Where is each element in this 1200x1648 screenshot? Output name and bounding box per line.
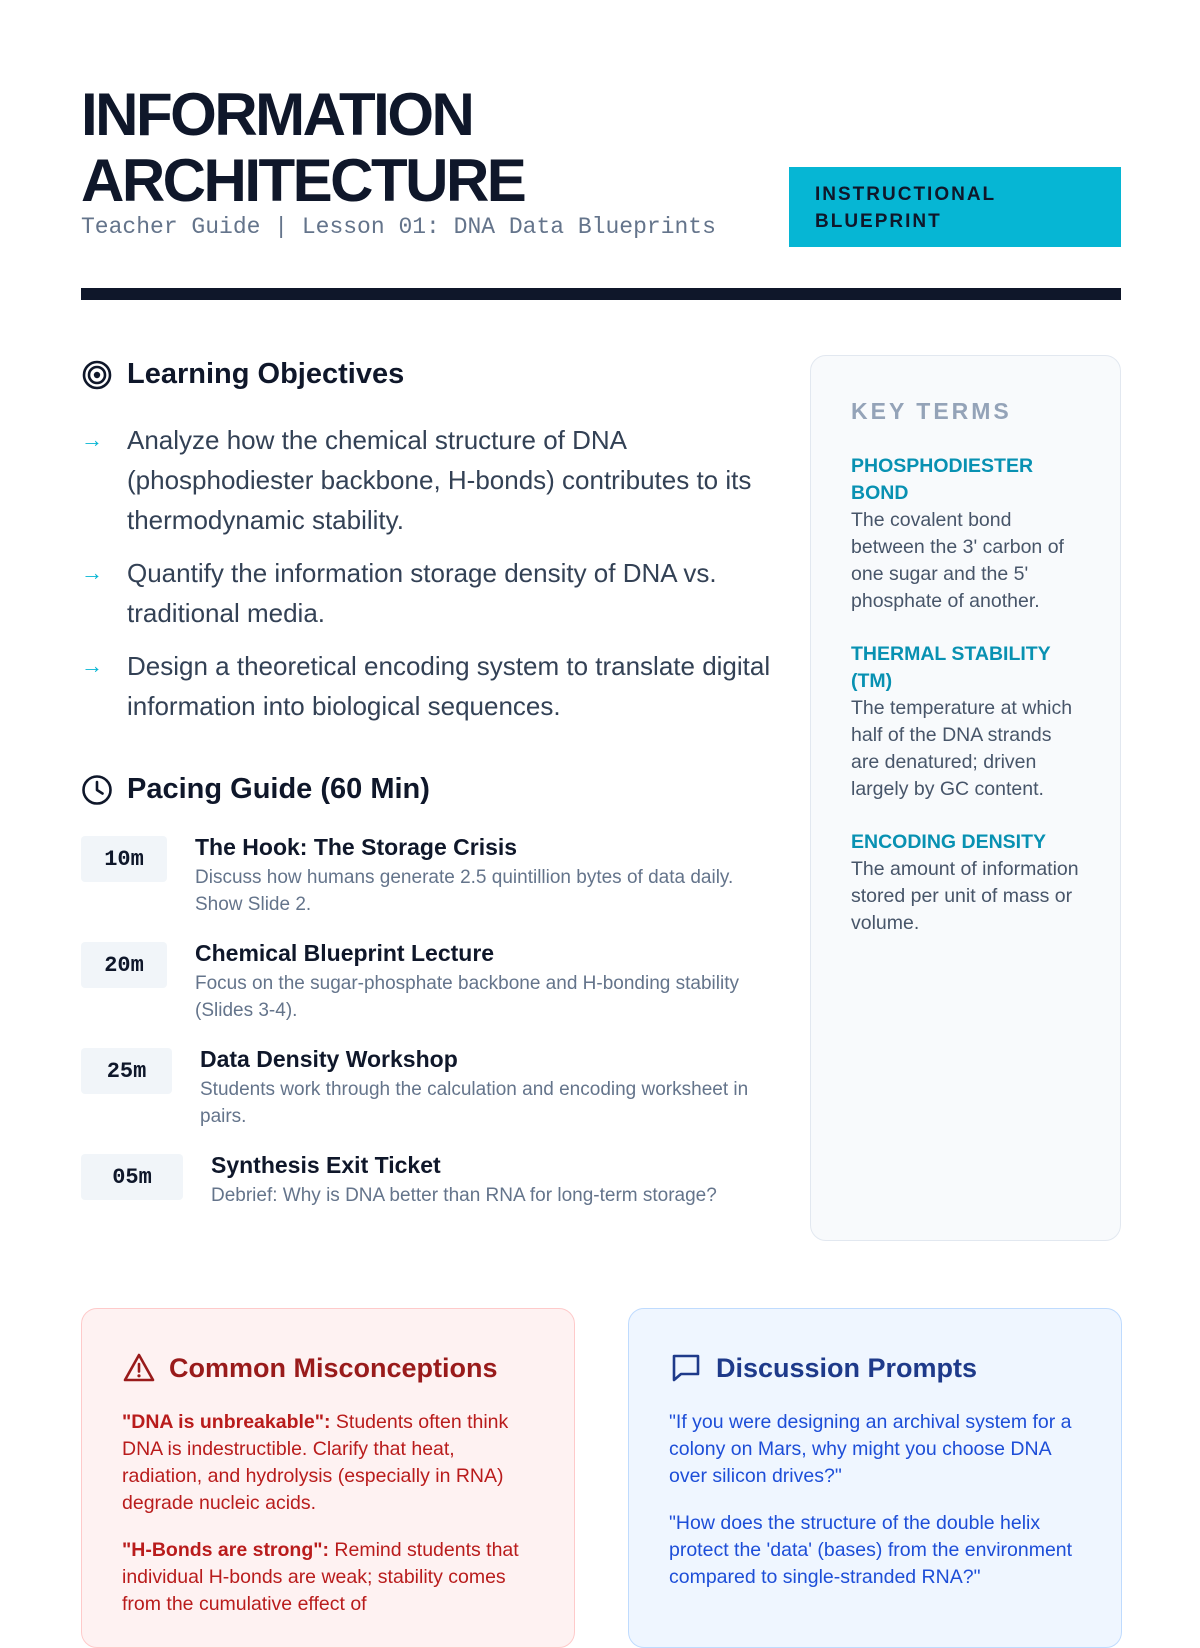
title-line-2: ARCHITECTURE (81, 147, 525, 214)
pacing-title: Data Density Workshop (200, 1046, 458, 1072)
pacing-title: The Hook: The Storage Crisis (195, 834, 518, 860)
pacing-heading (81, 773, 430, 806)
misconceptions-heading (122, 1351, 534, 1385)
arrow-icon: → (81, 427, 103, 452)
pacing-list (81, 832, 771, 1229)
pacing-row (81, 1150, 771, 1209)
page-header (81, 82, 1121, 252)
misconception-label: "DNA is unbreakable": (122, 1411, 331, 1433)
pacing-description: Students work through the calculation and encoding worksheet in pairs. (200, 1079, 749, 1127)
time-badge: 25m (81, 1048, 172, 1094)
pacing-content (211, 1150, 717, 1209)
header-divider (81, 288, 1121, 300)
misconception-label: "H-Bonds are strong": (122, 1539, 329, 1561)
pacing-content (195, 938, 771, 1024)
pacing-description: Discuss how humans generate 2.5 quintillion bytes of data daily. Show Slide 2. (195, 867, 734, 915)
objective-text: Quantify the information storage density of DNA vs. traditional media. (127, 558, 717, 628)
list-item (81, 553, 771, 633)
misconceptions-heading-label: Common Misconceptions (169, 1352, 498, 1383)
pacing-content (200, 1044, 771, 1130)
term-entry (851, 641, 1080, 803)
pacing-row (81, 1044, 771, 1130)
discussion-prompt: "How does the structure of the double helix protect the 'data' (bases) from the environment compared to single-stranded RNA?" (669, 1512, 1073, 1588)
term-entry (851, 453, 1080, 615)
pacing-heading-label: Pacing Guide (60 Min) (127, 773, 430, 805)
discussion-prompt: "If you were designing an archival system for a colony on Mars, why might you choose DNA over silicon drives?" (669, 1411, 1072, 1487)
arrow-icon: → (81, 653, 103, 678)
pacing-content (195, 832, 771, 918)
blueprint-badge (789, 167, 1121, 247)
term-name: PHOSPHODIESTER BOND (851, 455, 1034, 504)
key-terms-heading: KEY TERMS (851, 398, 1012, 424)
time-badge: 05m (81, 1154, 183, 1200)
term-definition: The temperature at which half of the DNA strands are denatured; driven largely by GC content. (851, 697, 1073, 800)
time-badge: 10m (81, 836, 167, 882)
objective-text: Analyze how the chemical structure of DNA (phosphodiester backbone, H-bonds) contributes to its thermodynamic stability. (127, 425, 752, 535)
term-definition: The covalent bond between the 3' carbon of one sugar and the 5' phosphate of another. (851, 509, 1064, 612)
clock-icon (81, 774, 113, 806)
page-subtitle: Teacher Guide | Lesson 01: DNA Data Blueprints (81, 214, 716, 240)
pacing-title: Chemical Blueprint Lecture (195, 940, 495, 966)
target-icon (81, 359, 113, 391)
chat-bubble-icon (669, 1351, 703, 1385)
misconceptions-card (81, 1308, 575, 1648)
objectives-list (81, 420, 771, 739)
term-name: THERMAL STABILITY (TM) (851, 643, 1051, 692)
badge-line-1: INSTRUCTIONAL (815, 184, 997, 205)
warning-icon (122, 1351, 156, 1385)
objectives-heading-label: Learning Objectives (127, 358, 405, 390)
term-name: ENCODING DENSITY (851, 831, 1047, 853)
list-item (81, 646, 771, 726)
title-line-1: INFORMATION (81, 81, 473, 148)
misconception-text: Students often think DNA is indestructible. Clarify that heat, radiation, and hydrolysis (especially in RNA) degrade nucleic acids. (122, 1411, 509, 1514)
pacing-title: Synthesis Exit Ticket (211, 1152, 441, 1178)
pacing-description: Focus on the sugar-phosphate backbone and H-bonding stability (Slides 3-4). (195, 973, 739, 1021)
discussion-prompts-card (628, 1308, 1122, 1648)
arrow-icon: → (81, 560, 103, 585)
objective-text: Design a theoretical encoding system to translate digital information into biological sequences. (127, 651, 771, 721)
time-badge: 20m (81, 942, 167, 988)
pacing-row (81, 938, 771, 1024)
misconception-item (122, 1409, 534, 1517)
misconception-item (122, 1537, 534, 1618)
pacing-row (81, 832, 771, 918)
list-item (81, 420, 771, 540)
misconception-text: Remind students that individual H-bonds are weak; stability comes from the cumulative effect of (122, 1539, 519, 1615)
term-entry (851, 829, 1080, 937)
prompts-heading (669, 1351, 1081, 1385)
term-definition: The amount of information stored per unit of mass or volume. (851, 858, 1079, 934)
key-terms-panel (810, 355, 1121, 1241)
objectives-heading (81, 358, 404, 391)
prompts-heading-label: Discussion Prompts (716, 1352, 978, 1383)
pacing-description: Debrief: Why is DNA better than RNA for long-term storage? (211, 1185, 717, 1206)
badge-line-2: BLUEPRINT (815, 211, 942, 232)
